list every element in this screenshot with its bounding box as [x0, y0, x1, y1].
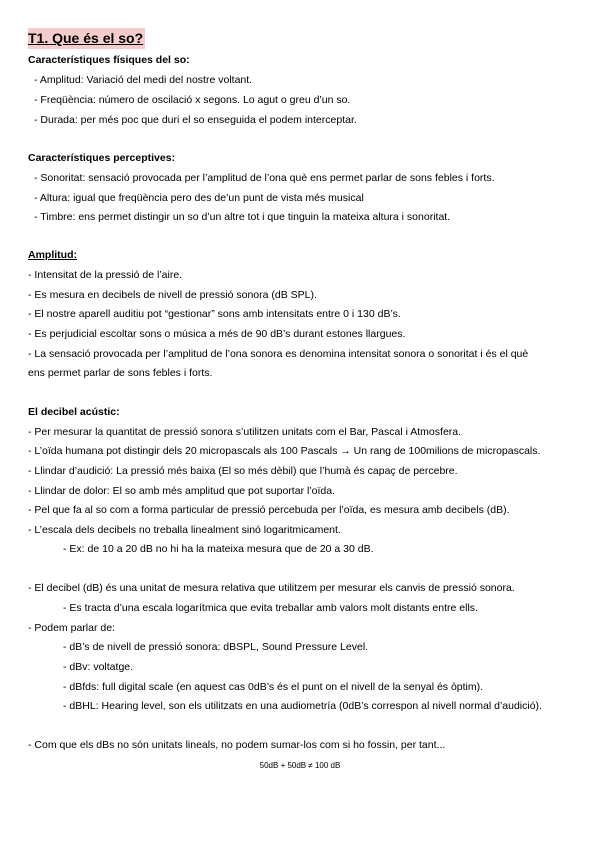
list-item: - Timbre: ens permet distingir un so d’un altre tot i que tinguin la mateixa altura i sonoritat. — [34, 211, 451, 223]
list-item: - Es mesura en decibels de nivell de pressió sonora (dB SPL). — [28, 289, 317, 301]
list-item: - El decibel (dB) és una unitat de mesura relativa que utilitzem per mesurar els canvis de pressió sonora. — [28, 582, 515, 594]
list-item: - Llindar de dolor: El so amb més amplitud que pot suportar l’oïda. — [28, 485, 335, 497]
list-item: - Per mesurar la quantitat de pressió sonora s’utilitzen unitats com el Bar, Pascal i Atmosfera. — [28, 426, 462, 438]
formula: 50dB + 50dB ≠ 100 dB — [259, 761, 341, 770]
list-item: - Altura: igual que freqüència pero des de’un punt de vista més musical — [34, 192, 364, 204]
physical-heading: Característiques físiques del so: — [28, 54, 190, 66]
page-title: T1. Que és el so? — [28, 28, 145, 49]
list-item: - La sensació provocada per l’amplitud de l’ona sonora es denomina intensitat sonora o sonoritat i és el què — [28, 348, 529, 360]
conclusion-line: - Com que els dBs no són unitats lineals, no podem sumar-los com si ho fossin, per tant... — [28, 739, 446, 751]
sub-item: - dBHL: Hearing level, son els utilitzats en una audiometría (0dB’s correspon al nivell normal d’audició). — [63, 700, 542, 712]
list-item: - Pel que fa al so com a forma particular de pressió percebuda per l’oïda, es mesura amb decibels (dB). — [28, 504, 510, 516]
sub-item: - dBfds: full digital scale (en aquest cas 0dB’s és el punt on el nivell de la senyal és òptim). — [63, 681, 484, 693]
example-line: - Ex: de 10 a 20 dB no hi ha la mateixa mesura que de 20 a 30 dB. — [63, 543, 374, 555]
list-item: - Durada: per més poc que duri el so enseguida el podem interceptar. — [34, 114, 357, 126]
list-item: - Intensitat de la pressió de l’aire. — [28, 269, 183, 281]
list-item: - Podem parlar de: — [28, 622, 115, 634]
list-item-continuation: ens permet parlar de sons febles i forts. — [28, 367, 213, 379]
list-item: - L’oïda humana pot distingir dels 20 micropascals als 100 Pascals → Un rang de 100milions de micropascals. — [28, 445, 541, 457]
list-item: - L’escala dels decibels no treballa linealment sinó logaritmicament. — [28, 524, 341, 536]
list-item: - Llindar d’audició: La pressió més baixa (El so més dèbil) que l’humà és capaç de percebre. — [28, 465, 458, 477]
perceptive-heading: Característiques perceptives: — [28, 152, 176, 164]
list-item: - Es perjudicial escoltar sons o música a més de 90 dB’s durant estones llargues. — [28, 328, 406, 340]
list-item: - Amplitud: Variació del medi del nostre voltant. — [34, 74, 253, 86]
decibel-heading: El decibel acústic: — [28, 406, 120, 418]
amplitud-heading: Amplitud: — [28, 249, 77, 261]
sub-item: - Es tracta d’una escala logarítmica que evita treballar amb valors molt distants entre ells. — [63, 602, 478, 614]
sub-item: - dBv: voltatge. — [63, 661, 134, 673]
list-item: - El nostre aparell auditiu pot “gestionar” sons amb intensitats entre 0 i 130 dB’s. — [28, 308, 401, 320]
list-item: - Sonoritat: sensació provocada per l’amplitud de l’ona què ens permet parlar de sons febles i forts. — [34, 172, 495, 184]
sub-item: - dB’s de nivell de pressió sonora: dBSPL, Sound Pressure Level. — [63, 641, 369, 653]
list-item: - Freqüència: número de oscilació x segons. Lo agut o greu d’un so. — [34, 94, 351, 106]
